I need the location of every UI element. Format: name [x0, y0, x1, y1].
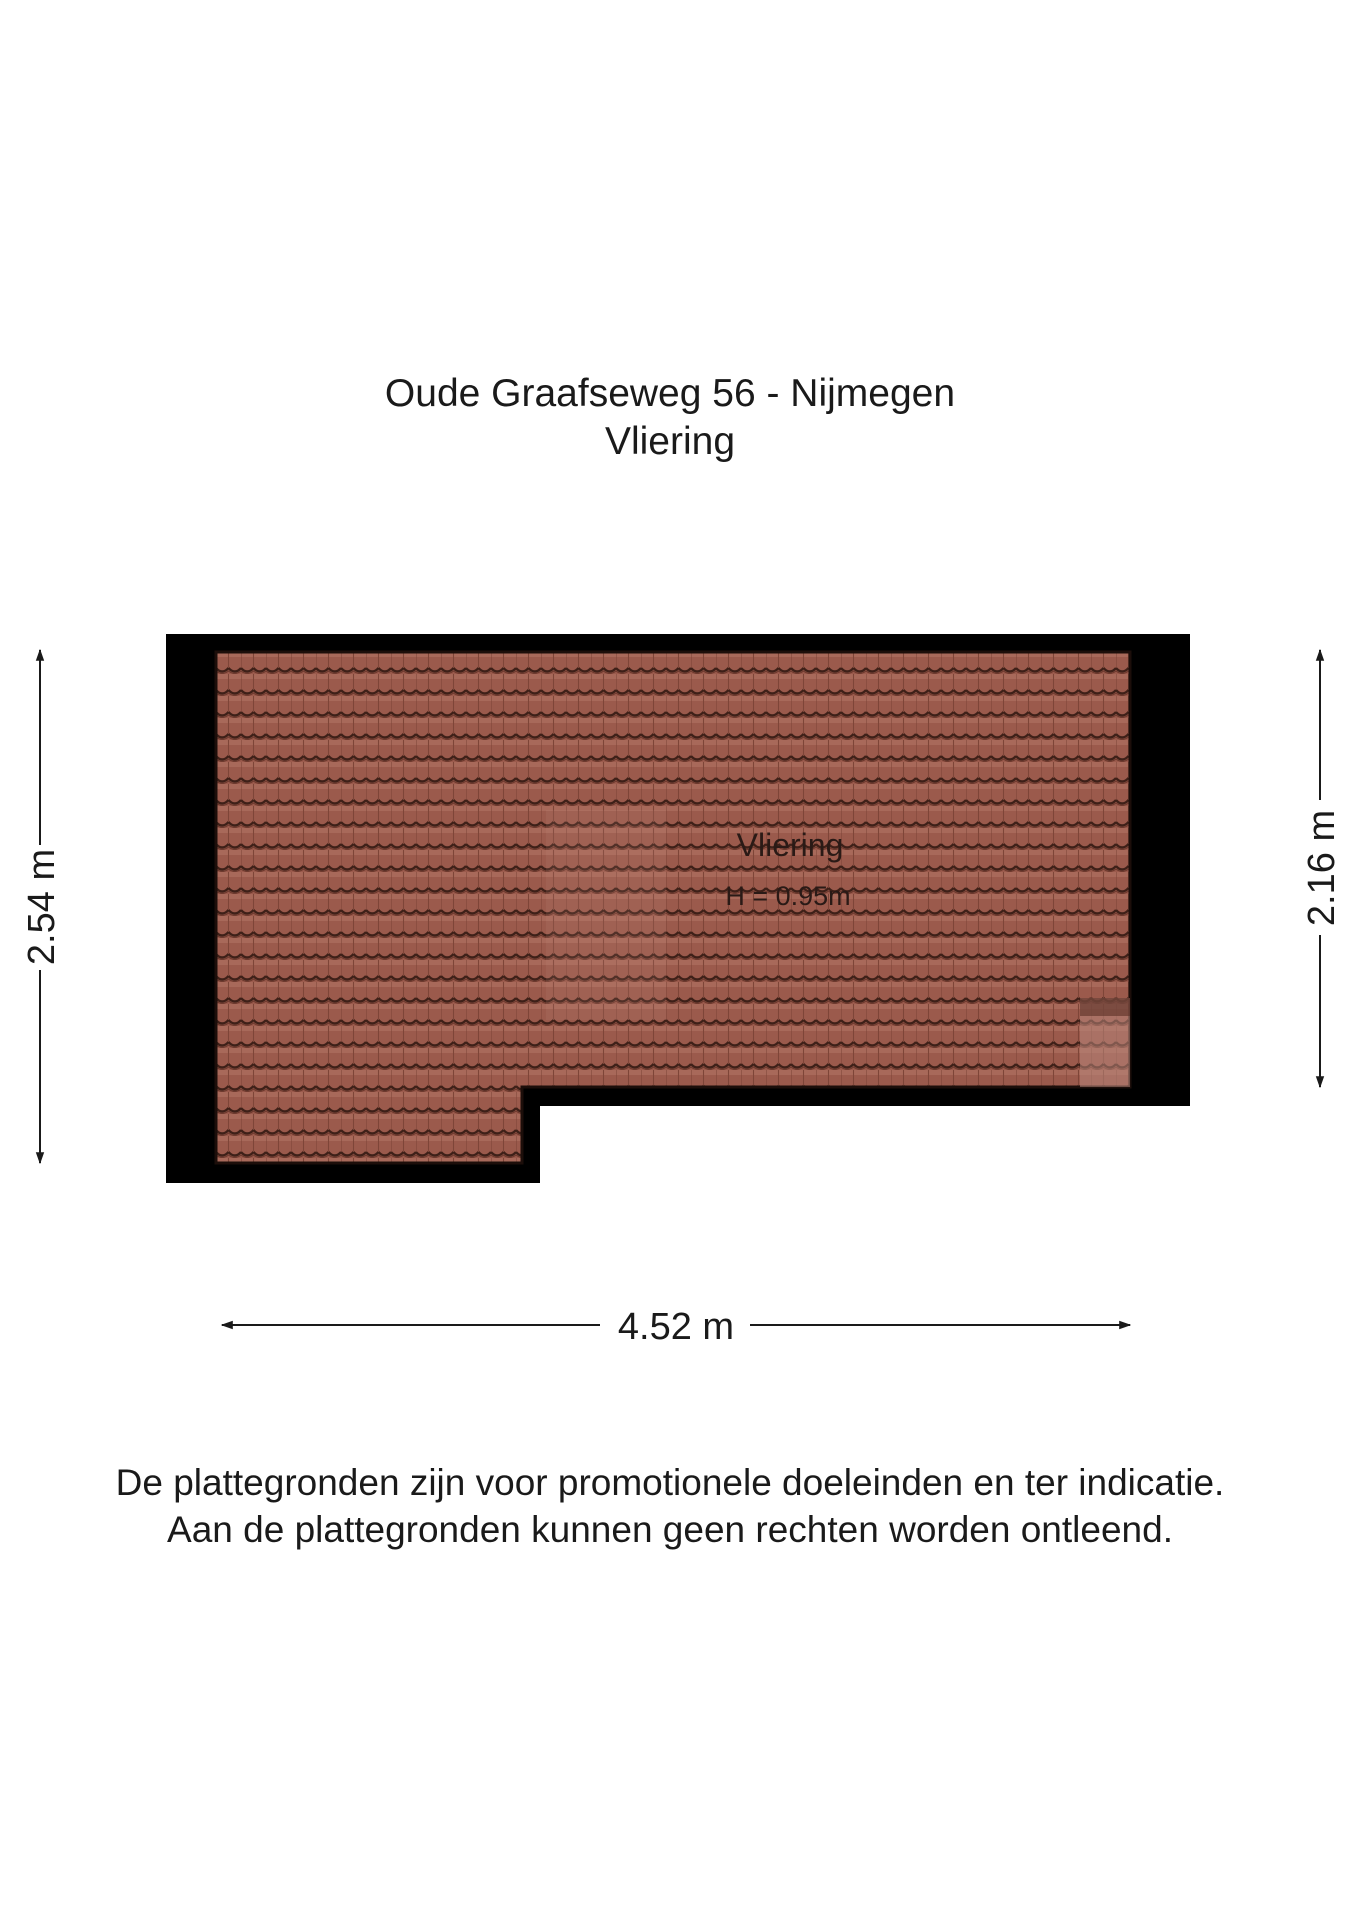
dimension-right-label: 2.16 m [1301, 809, 1343, 927]
room-height: H = 0.95m [725, 881, 851, 911]
dimension-bottom-label: 4.52 m [617, 1306, 735, 1348]
dimension-bottom [222, 1306, 1130, 1348]
address-title: Oude Graafseweg 56 - Nijmegen [384, 372, 956, 415]
disclaimer-line-2: Aan de plattegronden kunnen geen rechten worden ontleend. [167, 1509, 1173, 1550]
dimension-left-label: 2.54 m [21, 848, 63, 966]
disclaimer-line-1: De plattegronden zijn voor promotionele doeleinden en ter indicatie. [115, 1462, 1225, 1503]
dimension-right [1301, 650, 1343, 1087]
chimney-element-edge [1080, 998, 1130, 1016]
room-name: Vliering [736, 827, 844, 863]
dimension-left [21, 650, 63, 1163]
floor-title: Vliering [604, 420, 736, 463]
disclaimer [0, 1459, 1340, 1553]
hatch-overlay [546, 810, 666, 1020]
